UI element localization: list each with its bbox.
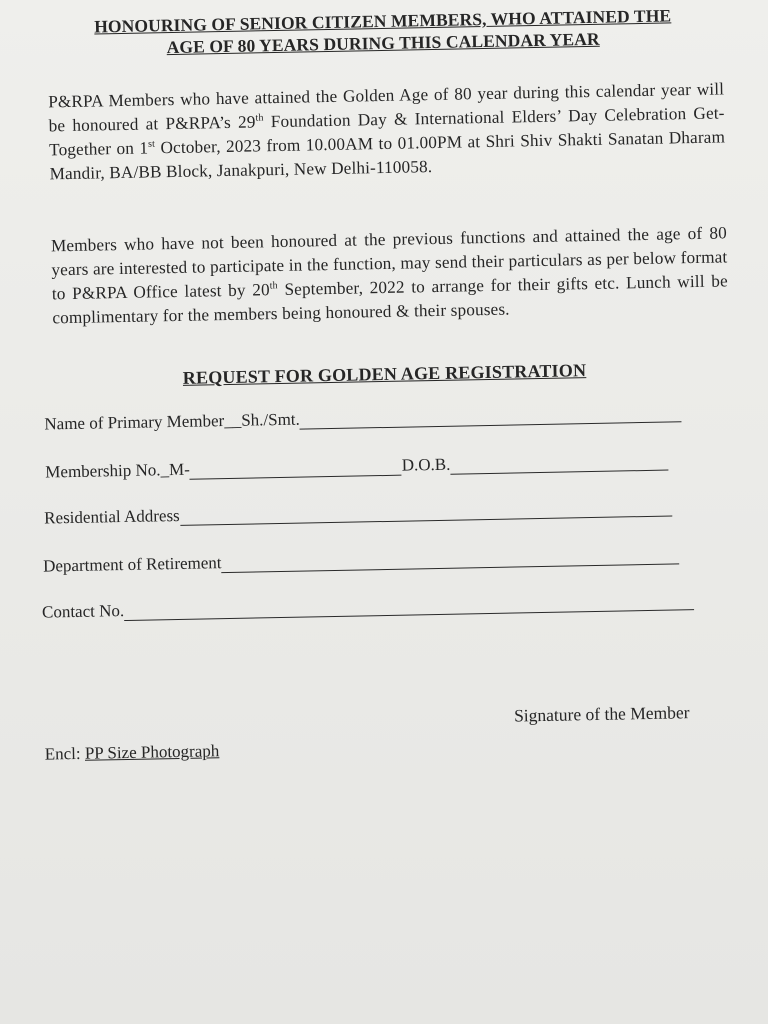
para2-text-1: Members who have not been honoured at the previous functions and attained the age of 80 years are interested to participate in the function, may send their particulars as per below format to P&RPA Office latest by 20 (50, 223, 728, 304)
address-field[interactable] (180, 500, 672, 525)
contact-label: Contact No. (41, 601, 125, 622)
para2-text-2: September, 2022 to arrange for their gifts etc. Lunch will be complimentary for the members being honoured & their spouses. (52, 271, 728, 328)
title-line-2: AGE OF 80 YEARS DURING THIS CALENDAR YEAR (166, 28, 600, 58)
signature-label: Signature of the Member (513, 702, 690, 726)
membership-row (45, 451, 668, 483)
encl-value: PP Size Photograph (84, 741, 220, 763)
address-row (44, 497, 672, 529)
contact-field[interactable] (124, 594, 694, 621)
dob-label: D.O.B. (401, 454, 451, 475)
encl-label: Encl: (44, 743, 86, 764)
address-label: Residential Address (44, 505, 180, 528)
para1-sup-1: th (255, 112, 264, 124)
instructions-paragraph (51, 221, 729, 330)
document-title (33, 3, 734, 60)
dob-field[interactable] (450, 455, 668, 475)
enclosure-note (45, 741, 220, 764)
announcement-paragraph (48, 77, 726, 186)
membership-number-field[interactable] (190, 460, 402, 480)
para1-text-3: October, 2023 from 10.00AM to 01.00PM at Shri Shiv Shakti Sanatan Dharam Mandir, BA/BB Block, Janakpuri, New Delhi-110058. (49, 127, 726, 184)
department-label: Department of Retirement (42, 553, 222, 576)
para1-text-2: Foundation Day & International Elders’ Day Celebration Get-Together on 1 (48, 103, 725, 160)
name-row (44, 402, 682, 434)
name-field[interactable] (300, 406, 682, 429)
name-label: Name of Primary Member__Sh./Smt. (44, 409, 300, 434)
department-row (43, 544, 680, 576)
form-heading: REQUEST FOR GOLDEN AGE REGISTRATION (182, 360, 587, 388)
para1-text-1: P&RPA Members who have attained the Golden Age of 80 year during this calendar year will be honoured at P&RPA’s 29 (48, 79, 725, 136)
para1-sup-2: st (147, 138, 156, 150)
title-line-1: HONOURING OF SENIOR CITIZEN MEMBERS, WHO ATTAINED THE (94, 5, 672, 37)
department-field[interactable] (221, 548, 679, 573)
membership-label: Membership No._M- (45, 459, 190, 482)
para2-sup-1: th (269, 280, 278, 292)
contact-row (42, 590, 694, 623)
